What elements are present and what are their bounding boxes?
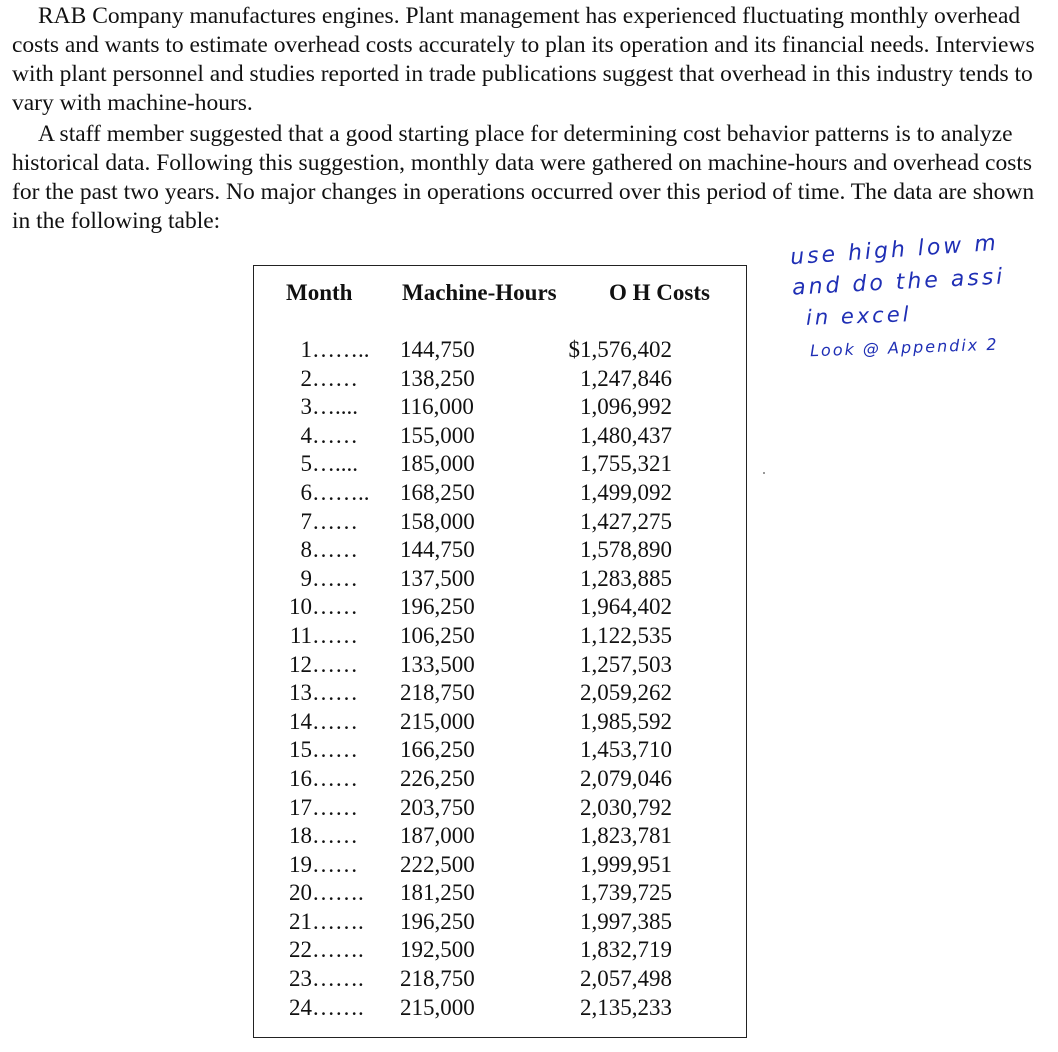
table-row: [254, 393, 746, 422]
oh-costs-cell: 1,427,275: [580, 508, 672, 534]
oh-costs-cell: 1,823,781: [580, 823, 672, 849]
month-number: 8: [300, 537, 312, 563]
table-row: [254, 593, 746, 622]
month-number: 21: [289, 908, 312, 934]
intro-paragraph: RAB Company manufactures engines. Plant management has experienced fluctuating monthly overhead costs and wants to estimate overhead costs accurately to plan its operation and its financial needs. Interviews with plant personnel and studies reported in trade publications suggest that overhead in this industry tends to vary with machine-hours.: [12, 3, 1035, 116]
machine-hours-cell: 218,750: [400, 966, 475, 992]
table-row: [254, 908, 746, 937]
month-number: 16: [289, 765, 312, 791]
month-cell: [278, 479, 378, 508]
table-row: [254, 508, 746, 537]
oh-costs-cell: 1,096,992: [580, 394, 672, 420]
month-number: 11: [289, 622, 312, 648]
month-cell: [278, 736, 378, 765]
leader-dots: ……: [312, 508, 358, 534]
month-column-header: Month: [286, 280, 353, 305]
month-cell: [278, 336, 378, 365]
machine-hours-cell: 187,000: [400, 823, 475, 849]
month-number: 17: [289, 794, 312, 820]
table-row: [254, 479, 746, 508]
oh-costs-cell: 1,997,385: [580, 908, 672, 934]
month-number: 20: [289, 880, 312, 906]
month-number: 19: [289, 851, 312, 877]
leader-dots: ……..: [312, 337, 370, 362]
month-cell: [278, 651, 378, 680]
table-body: [254, 336, 746, 1022]
leader-dots: ……: [312, 823, 358, 849]
month-number: 12: [289, 651, 312, 677]
machine-hours-cell: 226,250: [400, 765, 475, 791]
leader-dots: ……: [312, 794, 358, 820]
leader-dots: ……: [312, 765, 358, 791]
machine-hours-cell: 158,000: [400, 508, 475, 534]
machine-hours-cell: 137,500: [400, 565, 475, 591]
month-number: 13: [289, 680, 312, 706]
month-cell: [278, 765, 378, 794]
machine-hours-cell: 155,000: [400, 422, 475, 448]
leader-dots: …....: [312, 451, 358, 477]
oh-costs-cell: 1,832,719: [580, 937, 672, 963]
machine-hours-cell: 166,250: [400, 737, 475, 763]
month-number: 24: [289, 994, 312, 1020]
machine-hours-cell: 215,000: [400, 708, 475, 734]
handwritten-note-line-4: Look @ Appendix 2: [809, 334, 999, 361]
oh-costs-cell: 1,964,402: [580, 594, 672, 620]
table-row: [254, 851, 746, 880]
oh-costs-cell: 1,999,951: [580, 851, 672, 877]
leader-dots: ……: [312, 737, 358, 763]
table-row: [254, 765, 746, 794]
month-number: 7: [300, 508, 312, 534]
leader-dots: ……: [312, 594, 358, 620]
table-row: [254, 994, 746, 1023]
machine-hours-column-header: Machine-Hours: [402, 280, 557, 305]
machine-hours-cell: 144,750: [400, 537, 475, 563]
table-row: [254, 622, 746, 651]
oh-costs-cell: 1,578,890: [580, 537, 672, 563]
oh-costs-cell: 1,283,885: [580, 565, 672, 591]
table-row: [254, 736, 746, 765]
leader-dots: …….: [312, 908, 364, 934]
table-row: [254, 336, 746, 365]
oh-costs-cell: 2,030,792: [580, 794, 672, 820]
oh-costs-cell: 1,499,092: [580, 479, 672, 505]
leader-dots: ……: [312, 651, 358, 677]
table-row: [254, 651, 746, 680]
leader-dots: …….: [312, 994, 364, 1020]
month-cell: [278, 908, 378, 937]
month-cell: [278, 450, 378, 479]
month-cell: [278, 994, 378, 1023]
month-cell: [278, 422, 378, 451]
month-number: 1: [300, 337, 312, 362]
leader-dots: ……: [312, 537, 358, 563]
oh-costs-cell: 1,739,725: [580, 880, 672, 906]
month-cell: [278, 822, 378, 851]
leader-dots: ……: [312, 680, 358, 706]
overhead-data-table: [253, 265, 747, 1038]
month-cell: [278, 365, 378, 394]
oh-costs-cell: 1,480,437: [580, 422, 672, 448]
leader-dots: ……: [312, 851, 358, 877]
machine-hours-cell: 215,000: [400, 994, 475, 1020]
table-row: [254, 708, 746, 737]
leader-dots: ……: [312, 365, 358, 391]
month-cell: [278, 679, 378, 708]
oh-costs-cell: 2,079,046: [580, 765, 672, 791]
machine-hours-cell: 218,750: [400, 680, 475, 706]
table-row: [254, 794, 746, 823]
machine-hours-cell: 196,250: [400, 594, 475, 620]
oh-costs-cell: 1,453,710: [580, 737, 672, 763]
leader-dots: ……: [312, 422, 358, 448]
month-number: 2: [300, 365, 312, 391]
data-paragraph: A staff member suggested that a good starting place for determining cost behavior patterns is to analyze historical data. Following this suggestion, monthly data were gathered on machine-hours and overhead costs for the past two years. No major changes in operations occurred over this period of time. The data are shown in the following table:: [12, 121, 1035, 234]
month-cell: [278, 508, 378, 537]
month-cell: [278, 851, 378, 880]
leader-dots: ……..: [312, 479, 370, 505]
leader-dots: ……: [312, 708, 358, 734]
machine-hours-cell: 222,500: [400, 851, 475, 877]
machine-hours-cell: 185,000: [400, 451, 475, 477]
handwritten-note-line-2: and do the assi: [791, 264, 1006, 301]
table-row: [254, 936, 746, 965]
month-cell: [278, 536, 378, 565]
leader-dots: …....: [312, 394, 358, 420]
month-number: 10: [289, 594, 312, 620]
table-row: [254, 450, 746, 479]
oh-costs-cell: 1,122,535: [580, 622, 672, 648]
machine-hours-cell: 168,250: [400, 479, 475, 505]
month-cell: [278, 794, 378, 823]
month-number: 9: [300, 565, 312, 591]
table-row: [254, 365, 746, 394]
leader-dots: …….: [312, 966, 364, 992]
oh-costs-cell: 2,057,498: [580, 966, 672, 992]
table-row: [254, 422, 746, 451]
table-row: [254, 536, 746, 565]
oh-costs-cell: 2,059,262: [580, 680, 672, 706]
handwritten-note-line-3: in excel: [805, 302, 912, 330]
month-number: 14: [289, 708, 312, 734]
scan-speck: [763, 472, 765, 474]
table-row: [254, 822, 746, 851]
machine-hours-cell: 192,500: [400, 937, 475, 963]
machine-hours-cell: 133,500: [400, 651, 475, 677]
month-number: 15: [289, 737, 312, 763]
machine-hours-cell: 116,000: [400, 394, 474, 420]
leader-dots: …….: [312, 880, 364, 906]
month-number: 18: [289, 823, 312, 849]
machine-hours-cell: 181,250: [400, 880, 475, 906]
table-row: [254, 679, 746, 708]
month-cell: [278, 593, 378, 622]
oh-costs-cell: 1,985,592: [580, 708, 672, 734]
month-number: 22: [289, 937, 312, 963]
table-row: [254, 565, 746, 594]
machine-hours-cell: 196,250: [400, 908, 475, 934]
machine-hours-cell: 203,750: [400, 794, 475, 820]
month-cell: [278, 936, 378, 965]
oh-costs-column-header: O H Costs: [609, 280, 710, 305]
leader-dots: ……: [312, 622, 358, 648]
month-cell: [278, 622, 378, 651]
table-row: [254, 879, 746, 908]
month-number: 23: [289, 966, 312, 992]
month-number: 4: [300, 422, 312, 448]
leader-dots: ……: [312, 565, 358, 591]
machine-hours-cell: 106,250: [400, 622, 475, 648]
leader-dots: …….: [312, 937, 364, 963]
machine-hours-cell: 144,750: [400, 337, 475, 362]
month-cell: [278, 965, 378, 994]
month-cell: [278, 708, 378, 737]
handwritten-note-line-1: use high low m: [789, 230, 1000, 271]
month-cell: [278, 879, 378, 908]
month-number: 5: [300, 451, 312, 477]
machine-hours-cell: 138,250: [400, 365, 475, 391]
month-number: 3: [300, 394, 312, 420]
month-number: 6: [300, 479, 312, 505]
table-row: [254, 965, 746, 994]
month-cell: [278, 393, 378, 422]
oh-costs-cell: 1,755,321: [580, 451, 672, 477]
month-cell: [278, 565, 378, 594]
oh-costs-cell: 2,135,233: [580, 994, 672, 1020]
oh-costs-cell: $1,576,402: [568, 337, 672, 362]
oh-costs-cell: 1,257,503: [580, 651, 672, 677]
oh-costs-cell: 1,247,846: [580, 365, 672, 391]
